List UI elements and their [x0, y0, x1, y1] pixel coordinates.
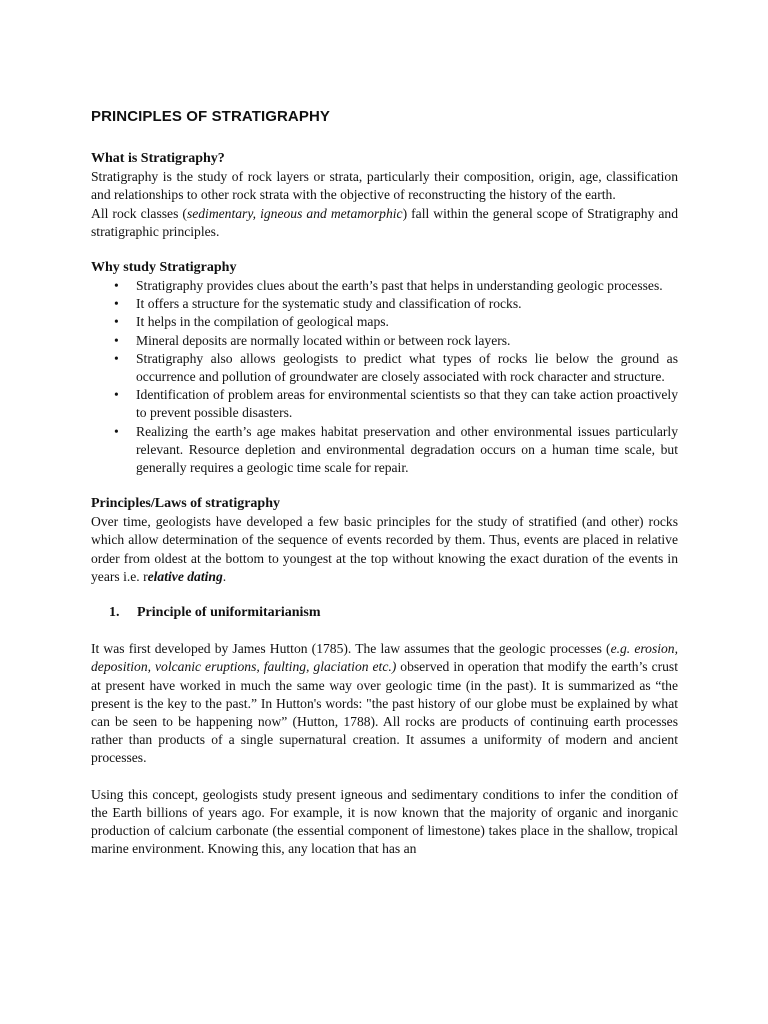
processes-examples-emphasis: e.g. erosion, deposition, volcanic eruptions, faulting, glaciation etc.): [91, 641, 679, 675]
list-item-text: Identification of problem areas for environmental scientists so that they can take action proactively to prevent possible disasters.: [136, 387, 678, 421]
list-item: [114, 277, 678, 295]
rock-classes-emphasis: sedimentary, igneous and metamorphic: [186, 205, 403, 221]
list-item-text: Stratigraphy provides clues about the earth’s past that helps in understanding geologic processes.: [136, 278, 663, 294]
section-heading-laws: Principles/Laws of stratigraphy: [91, 496, 280, 512]
list-item: [114, 295, 678, 313]
list-item-text: Stratigraphy also allows geologists to predict what types of rocks lie below the ground as occurrence and pollution of groundwater are closely associated with rock character and structure.: [136, 350, 678, 385]
list-item-text: It helps in the compilation of geological maps.: [136, 314, 389, 330]
why-bullet-list: [91, 277, 678, 477]
uniform-paragraph-2: Using this concept, geologists study present igneous and sedimentary conditions to infer the condition of the Earth billions of years ago. For example, it is now known that the majority of organic and inorganic production of calcium carbonate (the essential component of limestone) takes place in the shallow, tropical marine environment. Knowing this, any location that has an: [91, 786, 678, 857]
relative-dating-emphasis: elative dating: [147, 568, 223, 584]
page-title: PRINCIPLES OF STRATIGRAPHY: [91, 108, 331, 125]
list-item-text: It offers a structure for the systematic study and classification of rocks.: [136, 296, 522, 312]
list-item: [114, 332, 678, 350]
list-item: [114, 386, 678, 422]
bullet-icon: •: [114, 387, 119, 403]
bullet-icon: •: [114, 350, 119, 366]
section-number: 1.: [109, 605, 120, 621]
laws-text-b: .: [222, 568, 227, 584]
laws-paragraph: [91, 513, 678, 586]
list-item: [114, 423, 678, 478]
bullet-icon: •: [114, 423, 119, 439]
what-p2-text-b: ) fall within the general scope of Stratigraphy and stratigraphic principles.: [91, 205, 679, 239]
list-item: [114, 313, 678, 331]
list-item-text: Mineral deposits are normally located within or between rock layers.: [136, 332, 511, 348]
list-item-text: Realizing the earth’s age makes habitat preservation and other environmental issues particularly relevant. Resource depletion and environmental degradation occurs on a human time scale, but generally requires a geologic time scale for repair.: [136, 423, 678, 476]
bullet-icon: •: [114, 314, 119, 330]
bullet-icon: •: [114, 278, 119, 294]
section-title: Principle of uniformitarianism: [137, 605, 321, 621]
bullet-icon: •: [114, 296, 119, 312]
laws-text-a: Over time, geologists have developed a few basic principles for the study of stratified (and other) rocks which allow determination of the sequence of events recorded by them. Thus, events are placed in relative order from oldest at the bottom to youngest at the top without knowing the exact duration of the events in years i.e. r: [91, 514, 678, 584]
section-heading-uniformitarianism: [109, 604, 678, 622]
document-body: [91, 108, 678, 859]
bullet-icon: •: [114, 332, 119, 348]
list-item: [114, 350, 678, 386]
uniform-p1-text-b: observed in operation that modify the earth’s crust at present have worked in much the same way over geologic time (in the past). It is summarized as “the present is the key to the past.” In Hutton's words: "the past history of our globe must be explained by what can be seen to be happening now” (Hutton, 1788). All rocks are products of continuing earth processes rather than products of a single supernatural creation. It assumes a uniformity of modern and ancient processes.: [91, 659, 678, 766]
section-heading-why: Why study Stratigraphy: [91, 260, 237, 276]
uniform-p1-text-a: It was first developed by James Hutton (1785). The law assumes that the geologic processes (: [91, 641, 611, 657]
section-heading-what: What is Stratigraphy?: [91, 151, 225, 167]
what-paragraph-1: Stratigraphy is the study of rock layers or strata, particularly their composition, origin, age, classification and relationships to other rock strata with the objective of reconstructing the history of the earth.: [91, 169, 678, 203]
uniform-paragraph-1: [91, 640, 678, 767]
what-p2-text-a: All rock classes (: [91, 205, 187, 221]
what-paragraph-2: [91, 205, 678, 241]
